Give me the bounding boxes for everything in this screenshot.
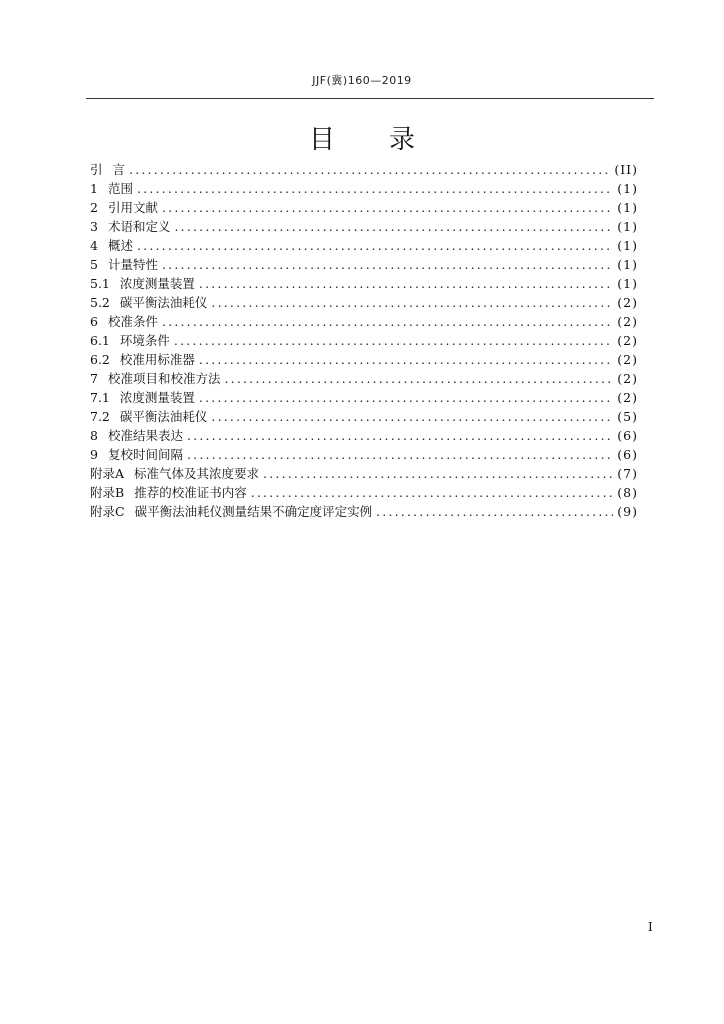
toc-entry-label xyxy=(90,160,127,179)
toc-entry-number: 2 xyxy=(90,200,98,215)
toc-dot-leader xyxy=(211,293,613,312)
toc-entry-label xyxy=(90,445,185,464)
toc-entry-page: (2) xyxy=(617,295,638,310)
toc-entry-title: 校准结果表达 xyxy=(107,428,183,443)
toc-dot-leader xyxy=(199,274,613,293)
toc-entry-number: 5 xyxy=(90,257,98,272)
toc-entry-page: (2) xyxy=(617,352,638,367)
toc-entry-label xyxy=(90,502,374,521)
toc-entry-page: (6) xyxy=(617,428,638,443)
toc-entry-number: 1 xyxy=(90,181,98,196)
toc-entry-4[interactable] xyxy=(90,236,638,255)
toc-entry-title: 校准用标准器 xyxy=(119,352,195,367)
toc-entry-label xyxy=(90,198,160,217)
toc-entry-8[interactable] xyxy=(90,426,638,445)
toc-entry-9[interactable] xyxy=(90,445,638,464)
toc-entry-number: 6 xyxy=(90,314,98,329)
toc-entry-number: 7 xyxy=(90,371,98,386)
toc-entry-page: (1) xyxy=(617,200,638,215)
toc-entry-5-1[interactable] xyxy=(90,274,638,293)
toc-entry-label xyxy=(90,274,197,293)
toc-entry-foreword[interactable] xyxy=(90,160,638,179)
toc-entry-number: 7.1 xyxy=(90,390,110,405)
toc-dot-leader xyxy=(174,331,613,350)
toc-dot-leader xyxy=(137,179,613,198)
page-number: I xyxy=(648,920,653,934)
toc-entry-label xyxy=(90,483,249,502)
toc-entry-title: 术语和定义 xyxy=(107,219,171,234)
toc-entry-label xyxy=(90,179,135,198)
toc-entry-label xyxy=(90,350,197,369)
toc-entry-label xyxy=(90,369,222,388)
toc-entry-title: 浓度测量装置 xyxy=(119,390,195,405)
toc-entry-7-2[interactable] xyxy=(90,407,638,426)
toc-dot-leader xyxy=(199,350,613,369)
toc-dot-leader xyxy=(187,426,613,445)
toc-entry-6-1[interactable] xyxy=(90,331,638,350)
toc-entry-5-2[interactable] xyxy=(90,293,638,312)
toc-entry-label xyxy=(90,236,135,255)
toc-entry-title: 计量特性 xyxy=(107,257,158,272)
toc-entry-page: (2) xyxy=(617,314,638,329)
toc-entry-title: 推荐的校准证书内容 xyxy=(134,485,247,500)
toc-entry-label xyxy=(90,293,209,312)
toc-dot-leader xyxy=(162,255,613,274)
toc-title: 目录 xyxy=(308,125,469,155)
toc-dot-leader xyxy=(129,160,610,179)
toc-dot-leader xyxy=(376,502,613,521)
toc-entry-6-2[interactable] xyxy=(90,350,638,369)
toc-entry-label xyxy=(90,464,261,483)
toc-entry-page: (7) xyxy=(617,466,638,481)
toc-dot-leader xyxy=(211,407,613,426)
toc-entry-title: 引用文献 xyxy=(107,200,158,215)
toc-entry-label xyxy=(90,407,209,426)
toc-entry-number: 4 xyxy=(90,238,98,253)
toc-dot-leader xyxy=(162,198,613,217)
toc-entry-title: 校准项目和校准方法 xyxy=(107,371,221,386)
toc-entry-number: 8 xyxy=(90,428,98,443)
toc-entry-title: 言 xyxy=(112,162,126,177)
toc-dot-leader xyxy=(199,388,613,407)
toc-entry-page: (2) xyxy=(617,333,638,348)
toc-entry-number: 附录A xyxy=(90,466,125,481)
toc-entry-label xyxy=(90,426,185,445)
toc-entry-appendix-c[interactable] xyxy=(90,502,638,521)
toc-entry-7-1[interactable] xyxy=(90,388,638,407)
toc-entry-title: 范围 xyxy=(107,181,133,196)
toc-entry-label xyxy=(90,312,160,331)
toc-entry-label xyxy=(90,331,172,350)
table-of-contents xyxy=(90,160,638,521)
toc-entry-appendix-b[interactable] xyxy=(90,483,638,502)
toc-dot-leader xyxy=(174,217,613,236)
toc-dot-leader xyxy=(187,445,613,464)
toc-entry-number: 引 xyxy=(90,162,103,177)
toc-entry-page: (1) xyxy=(617,181,638,196)
toc-entry-title: 环境条件 xyxy=(119,333,170,348)
toc-entry-page: (8) xyxy=(617,485,638,500)
toc-entry-title: 浓度测量装置 xyxy=(119,276,195,291)
toc-entry-number: 5.2 xyxy=(90,295,110,310)
toc-entry-number: 5.1 xyxy=(90,276,110,291)
toc-entry-page: (2) xyxy=(617,390,638,405)
toc-entry-title: 标准气体及其浓度要求 xyxy=(134,466,260,481)
toc-entry-label xyxy=(90,255,160,274)
toc-entry-page: (2) xyxy=(617,371,638,386)
header-rule xyxy=(86,98,654,99)
toc-entry-5[interactable] xyxy=(90,255,638,274)
toc-entry-page: (6) xyxy=(617,447,638,462)
toc-entry-appendix-a[interactable] xyxy=(90,464,638,483)
toc-entry-1[interactable] xyxy=(90,179,638,198)
toc-entry-7[interactable] xyxy=(90,369,638,388)
toc-entry-number: 附录C xyxy=(90,504,125,519)
toc-entry-number: 7.2 xyxy=(90,409,110,424)
toc-entry-number: 6.1 xyxy=(90,333,110,348)
toc-dot-leader xyxy=(224,369,613,388)
toc-entry-number: 9 xyxy=(90,447,98,462)
toc-entry-page: (9) xyxy=(617,504,638,519)
toc-entry-number: 6.2 xyxy=(90,352,110,367)
toc-dot-leader xyxy=(162,312,613,331)
toc-entry-number: 附录B xyxy=(90,485,125,500)
toc-entry-page: (1) xyxy=(617,219,638,234)
toc-entry-title: 校准条件 xyxy=(107,314,158,329)
toc-dot-leader xyxy=(137,236,613,255)
toc-entry-title: 碳平衡法油耗仪 xyxy=(119,295,208,310)
toc-entry-3[interactable] xyxy=(90,217,638,236)
toc-entry-page: (5) xyxy=(617,409,638,424)
toc-entry-label xyxy=(90,217,172,236)
running-header: JJF(冀)160—2019 xyxy=(312,74,412,87)
toc-entry-title: 碳平衡法油耗仪测量结果不确定度评定实例 xyxy=(134,504,373,519)
toc-entry-6[interactable] xyxy=(90,312,638,331)
toc-entry-title: 碳平衡法油耗仪 xyxy=(119,409,208,424)
toc-entry-title: 概述 xyxy=(107,238,133,253)
toc-entry-page: (1) xyxy=(617,238,638,253)
toc-entry-title: 复校时间间隔 xyxy=(107,447,183,462)
toc-entry-page: (1) xyxy=(617,257,638,272)
toc-entry-number: 3 xyxy=(90,219,98,234)
toc-entry-2[interactable] xyxy=(90,198,638,217)
toc-entry-label xyxy=(90,388,197,407)
toc-entry-page: (II) xyxy=(614,162,638,177)
toc-entry-page: (1) xyxy=(617,276,638,291)
toc-dot-leader xyxy=(263,464,613,483)
toc-dot-leader xyxy=(251,483,614,502)
